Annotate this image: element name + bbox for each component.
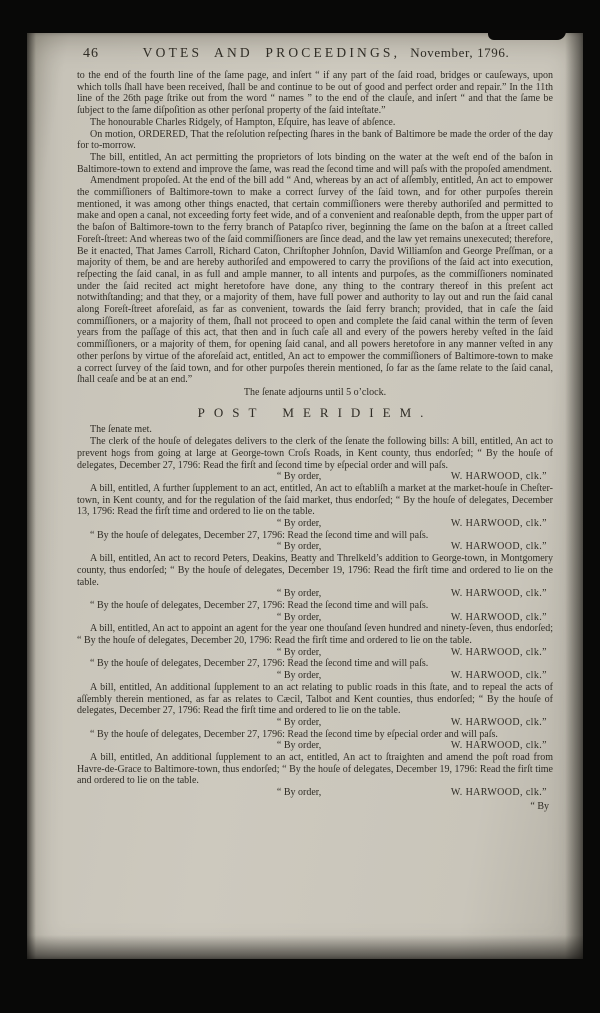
clerk-signature: W. HARWOOD, clk.” [450, 471, 547, 483]
by-order-label: “ By order, [276, 611, 322, 623]
bill-endorsement-paragraph: “ By the houſe of delegates, December 27, 1796: Read the ſecond time and will paſs. [90, 599, 429, 611]
by-order-label: “ By order, [276, 716, 322, 728]
bill-endorsement-paragraph: A bill, entitled, An additional ſupplement to an act, entitled, An act to ſtraighten and amend the poſt road from Havre-de-Grace to Baltimore-town, thus endorſed; “ By the houſe of delegates, December 19, 1796: Read the firſt time and ordered to lie on the table. [77, 752, 553, 787]
running-title [99, 44, 553, 62]
by-order-label: “ By order, [276, 518, 322, 530]
bill-endorsement-paragraph: A bill, entitled, An act to record Peters, Deakins, Beatty and Threlkeld’s addition to George-town, in Montgomery county, thus endorſed; “ By the houſe of delegates, December 19, 1796: Read the firſt time and ordered to lie on the table. [77, 553, 553, 588]
by-order-signature-line [77, 717, 553, 729]
amendment-paragraph: Amendment propoſed. At the end of the bill add “ And, whereas by an act of aſſembly, entitled, An act to empower the commiſſioners of Baltimore-town to make a correct ſurvey of the ſaid town, and for other purpoſes therein mentioned, it was among other things enacted, that certain commiſſioners were thereby authoriſed and permitted to make and open a canal, not exceeding forty feet wide, and of a convenient and reaſonable depth, from the upper part of the baſon of Baltimore-town to the ferry branch of Patapſco river, beginning the ſame on the baſon at a ſtreet called Foreſt-ſtreet: And whereas two of the ſaid commiſſioners are ſince dead, and the law yet remains unexecuted; therefore, Be it enacted, That James Carroll, Richard Caton, Chriſtopher Johnſon, David Williamſon and George Preſſman, or a majority of them, be and are hereby authoriſed and empowered to carry the proviſions of the ſaid act into execution, reſpecting the ſaid canal, in as full and ample manner, to all intents and purpoſes, as the commiſſioners nominated under the ſaid recited act might heretofore have done, any thing to the contrary thereof in this preſent act notwithſtanding; and that they, or a majority of them, have full power and authority to lay out and run the ſaid canal along Foreſt-ſtreet aforeſaid, as far as convenient, towards the ſaid ferry branch; provided, that in caſe the ſaid commiſſioners, or a majority of them, ſhall not proceed to open and complete the ſaid canal within the term of ſeven years from the paſſage of this act, that then and in ſuch caſe all and every of the powers hereby veſted in the ſaid commiſſioners, or a majority of them, for opening ſaid canal, and all powers heretofore in any manner veſted in any other perſons by virtue of the aforeſaid act, entitled, An act to empower the commiſſioners of Baltimore-town to make a correct ſurvey of the ſaid town, and for other purpoſes therein mentioned, ſo far as the ſame relate to the ſaid canal, ſhall ceaſe and be at an end.” [77, 175, 553, 386]
journal-title: VOTES AND PROCEEDINGS, [142, 45, 401, 60]
by-order-signature-line [77, 670, 553, 682]
bill-endorsement-paragraph: “ By the houſe of delegates, December 27, 1796: Read the ſecond time and will paſs. [90, 658, 429, 670]
by-order-label: “ By order, [276, 670, 322, 682]
clerk-signature: W. HARWOOD, clk.” [450, 541, 547, 553]
by-order-signature-line [77, 588, 553, 600]
bill-endorsement-paragraph: The clerk of the houſe of delegates delivers to the clerk of the ſenate the following bills: A bill, entitled, An act to prevent hogs from going at large at George-town Croſs Roads, in Kent county, thus endorſed; “ By the houſe of delegates, December 27, 1796: Read the firſt and ſecond time by eſpecial order and will paſs. [77, 436, 553, 471]
post-meridiem-heading: POST MERIDIEM. [197, 404, 433, 420]
bill-endorsement-paragraph: A bill, entitled, A further ſupplement to an act, entitled, An act to eſtabliſh a market at the market-houſe in Cheſter-town, in Kent county, and for the regulation of the ſaid market, thus endorſed; “ By the houſe of delegates, December 13, 1796: Read the firſt time and ordered to lie on the table. [77, 482, 553, 518]
by-order-signature-line [77, 612, 553, 624]
clerk-signature: W. HARWOOD, clk.” [450, 646, 547, 658]
order-of-day-paragraph: On motion, ORDERED, That the reſolution reſpecting ſhares in the bank of Baltimore be made the order of the day for to-morrow. [77, 128, 553, 152]
page-header [77, 44, 553, 62]
page-body-text [77, 70, 553, 813]
adjournment-line: The ſenate adjourns until 5 o’clock. [243, 386, 387, 398]
by-order-signature-line [77, 541, 553, 553]
by-order-signature-line [77, 471, 553, 483]
by-order-label: “ By order, [276, 646, 322, 658]
by-order-label: “ By order, [276, 588, 322, 600]
clerk-signature: W. HARWOOD, clk.” [450, 787, 547, 799]
leave-of-absence-paragraph: The honourable Charles Ridgely, of Hampton, Eſquire, has leave of abſence. [90, 116, 396, 128]
clerk-signature: W. HARWOOD, clk.” [450, 716, 547, 728]
journal-date: November, 1796. [410, 45, 510, 60]
clerk-signature: W. HARWOOD, clk.” [450, 670, 547, 682]
clerk-signature: W. HARWOOD, clk.” [450, 518, 547, 530]
clerk-signature: W. HARWOOD, clk.” [450, 611, 547, 623]
bill-reading-paragraph: The bill, entitled, An act permitting the proprietors of lots binding on the water at the weſt end of the baſon in Baltimore-town to extend and improve the ſame, was read the ſecond time and will paſs with the propoſed amendment. [77, 151, 553, 175]
catchword: “ By [530, 800, 549, 812]
page-number: 46 [83, 46, 99, 61]
senate-met-line: The ſenate met. [90, 424, 152, 436]
clerk-signature: W. HARWOOD, clk.” [450, 740, 547, 752]
by-order-label: “ By order, [276, 541, 322, 553]
by-order-label: “ By order, [276, 471, 322, 483]
by-order-signature-line [77, 740, 553, 752]
scanned-document-page [27, 33, 583, 959]
by-order-signature-line [77, 518, 553, 530]
by-order-label: “ By order, [276, 787, 322, 799]
proceedings-paragraph: to the end of the fourth line of the ſame page, and inſert “ if any part of the ſaid road, bridges or cauſeways, upon which tolls ſhall have been received, ſhall be and continue to be out of good and perfect order and repair.” In the 11th line of the 26th page ſtrike out from the word “ names ” to the end of the clauſe, and inſert “ and that the ſame be ſubject to the ſame diſpoſition as other perſonal property of the ſaid inteſtate.” [77, 70, 553, 117]
by-order-label: “ By order, [276, 740, 322, 752]
bill-endorsement-paragraph: A bill, entitled, An act to appoint an agent for the year one thouſand ſeven hundred and ninety-ſeven, thus endorſed; “ By the houſe of delegates, December 20, 1796: Read the firſt time and ordered to lie on the table. [77, 623, 553, 647]
bill-endorsement-paragraph: “ By the houſe of delegates, December 27, 1796: Read the ſecond time by eſpecial order and will paſs. [90, 728, 498, 740]
by-order-signature-line [77, 787, 553, 799]
bill-endorsement-paragraph: “ By the houſe of delegates, December 27, 1796: Read the ſecond time and will paſs. [90, 529, 429, 541]
bill-endorsement-paragraph: A bill, entitled, An additional ſupplement to an act relating to public roads in this ſtate, and to repeal the acts of aſſembly therein mentioned, as far as relates to Cæcil, Talbot and Kent counties, thus endorſed; “ By the houſe of delegates, December 27, 1796: Read the firſt time and ordered to lie on the table. [77, 681, 553, 717]
by-order-signature-line [77, 647, 553, 659]
scan-artifact-top-right [488, 30, 566, 40]
clerk-signature: W. HARWOOD, clk.” [450, 588, 547, 600]
